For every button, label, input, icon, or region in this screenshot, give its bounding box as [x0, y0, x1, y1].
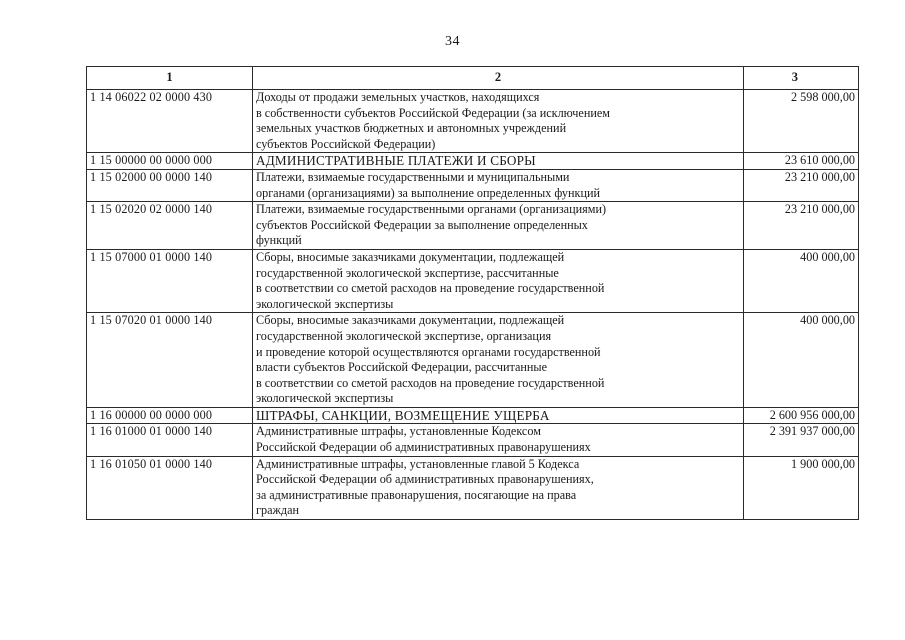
- classification-code: 1 15 07020 01 0000 140: [87, 313, 253, 408]
- classification-code: 1 16 00000 00 0000 000: [87, 407, 253, 424]
- revenue-name-line: власти субъектов Российской Федерации, рассчитанные: [256, 360, 548, 375]
- table-row: [87, 424, 859, 456]
- classification-code: 1 15 07000 01 0000 140: [87, 249, 253, 312]
- revenue-name-line: Платежи, взимаемые государственными и муниципальными: [256, 169, 570, 184]
- revenue-name-line: в собственности субъектов Российской Федерации (за исключением: [256, 105, 611, 120]
- column-header-code: 1: [87, 67, 253, 90]
- revenue-name: [253, 424, 744, 456]
- classification-code: 1 15 00000 00 0000 000: [87, 153, 253, 170]
- table-body: [87, 90, 859, 520]
- revenue-name-line: АДМИНИСТРАТИВНЫЕ ПЛАТЕЖИ И СБОРЫ: [256, 153, 536, 169]
- table-row: [87, 313, 859, 408]
- revenue-name-line: Административные штрафы, установленные главой 5 Кодекса: [256, 456, 580, 471]
- amount-value: 23 210 000,00: [744, 202, 859, 250]
- revenue-name-line: экологической экспертизы: [256, 391, 394, 406]
- revenue-name: [253, 169, 744, 201]
- revenue-name-line: функций: [256, 233, 302, 248]
- revenue-name: [253, 407, 744, 424]
- revenue-name-line: государственной экологической экспертизе, рассчитанные: [256, 265, 559, 280]
- revenue-name-line: органами (организациями) за выполнение определенных функций: [256, 185, 601, 200]
- revenue-name: [253, 456, 744, 519]
- revenue-name-line: Российской Федерации об административных правонарушениях,: [256, 472, 594, 487]
- amount-value: 400 000,00: [744, 313, 859, 408]
- revenue-name-line: Сборы, вносимые заказчиками документации, подлежащей: [256, 249, 565, 264]
- revenue-name-line: земельных участков бюджетных и автономных учреждений: [256, 121, 567, 136]
- revenue-name-line: Сборы, вносимые заказчиками документации, подлежащей: [256, 313, 565, 328]
- amount-value: 2 391 937 000,00: [744, 424, 859, 456]
- column-header-name: 2: [253, 67, 744, 90]
- amount-value: 2 600 956 000,00: [744, 407, 859, 424]
- page-number: 34: [445, 34, 460, 49]
- classification-code: 1 16 01000 01 0000 140: [87, 424, 253, 456]
- amount-value: 1 900 000,00: [744, 456, 859, 519]
- revenue-name: [253, 313, 744, 408]
- revenue-name-line: Административные штрафы, установленные Кодексом: [256, 424, 541, 439]
- revenue-name-line: субъектов Российской Федерации): [256, 136, 436, 151]
- table-row: [87, 202, 859, 250]
- revenue-name-line: Российской Федерации об административных правонарушениях: [256, 440, 591, 455]
- table-row: [87, 169, 859, 201]
- table-row: [87, 90, 859, 153]
- revenue-name-line: Доходы от продажи земельных участков, находящихся: [256, 90, 540, 104]
- table-row: [87, 407, 859, 424]
- classification-code: 1 15 02020 02 0000 140: [87, 202, 253, 250]
- table-row: [87, 153, 859, 170]
- revenue-name-line: граждан: [256, 503, 300, 518]
- revenue-name-line: ШТРАФЫ, САНКЦИИ, ВОЗМЕЩЕНИЕ УЩЕРБА: [256, 407, 550, 423]
- classification-code: 1 16 01050 01 0000 140: [87, 456, 253, 519]
- revenue-name: [253, 153, 744, 170]
- table-header-row: [87, 67, 859, 90]
- amount-value: 400 000,00: [744, 249, 859, 312]
- revenue-name-line: экологической экспертизы: [256, 296, 394, 311]
- revenue-name-line: субъектов Российской Федерации за выполнение определенных: [256, 217, 588, 232]
- revenue-name: [253, 90, 744, 153]
- amount-value: 23 210 000,00: [744, 169, 859, 201]
- revenue-name-line: в соответствии со сметой расходов на проведение государственной: [256, 281, 605, 296]
- table-row: [87, 456, 859, 519]
- revenue-name: [253, 202, 744, 250]
- amount-value: 2 598 000,00: [744, 90, 859, 153]
- classification-code: 1 14 06022 02 0000 430: [87, 90, 253, 153]
- revenue-name-line: за административные правонарушения, посягающие на права: [256, 487, 577, 502]
- revenue-table: [86, 66, 859, 520]
- amount-value: 23 610 000,00: [744, 153, 859, 170]
- revenue-name: [253, 249, 744, 312]
- revenue-name-line: государственной экологической экспертизе, организация: [256, 328, 552, 343]
- revenue-name-line: Платежи, взимаемые государственными органами (организациями): [256, 202, 607, 217]
- classification-code: 1 15 02000 00 0000 140: [87, 169, 253, 201]
- revenue-name-line: в соответствии со сметой расходов на проведение государственной: [256, 375, 605, 390]
- column-header-amount: 3: [744, 67, 859, 90]
- revenue-name-line: и проведение которой осуществляются органами государственной: [256, 344, 601, 359]
- table-row: [87, 249, 859, 312]
